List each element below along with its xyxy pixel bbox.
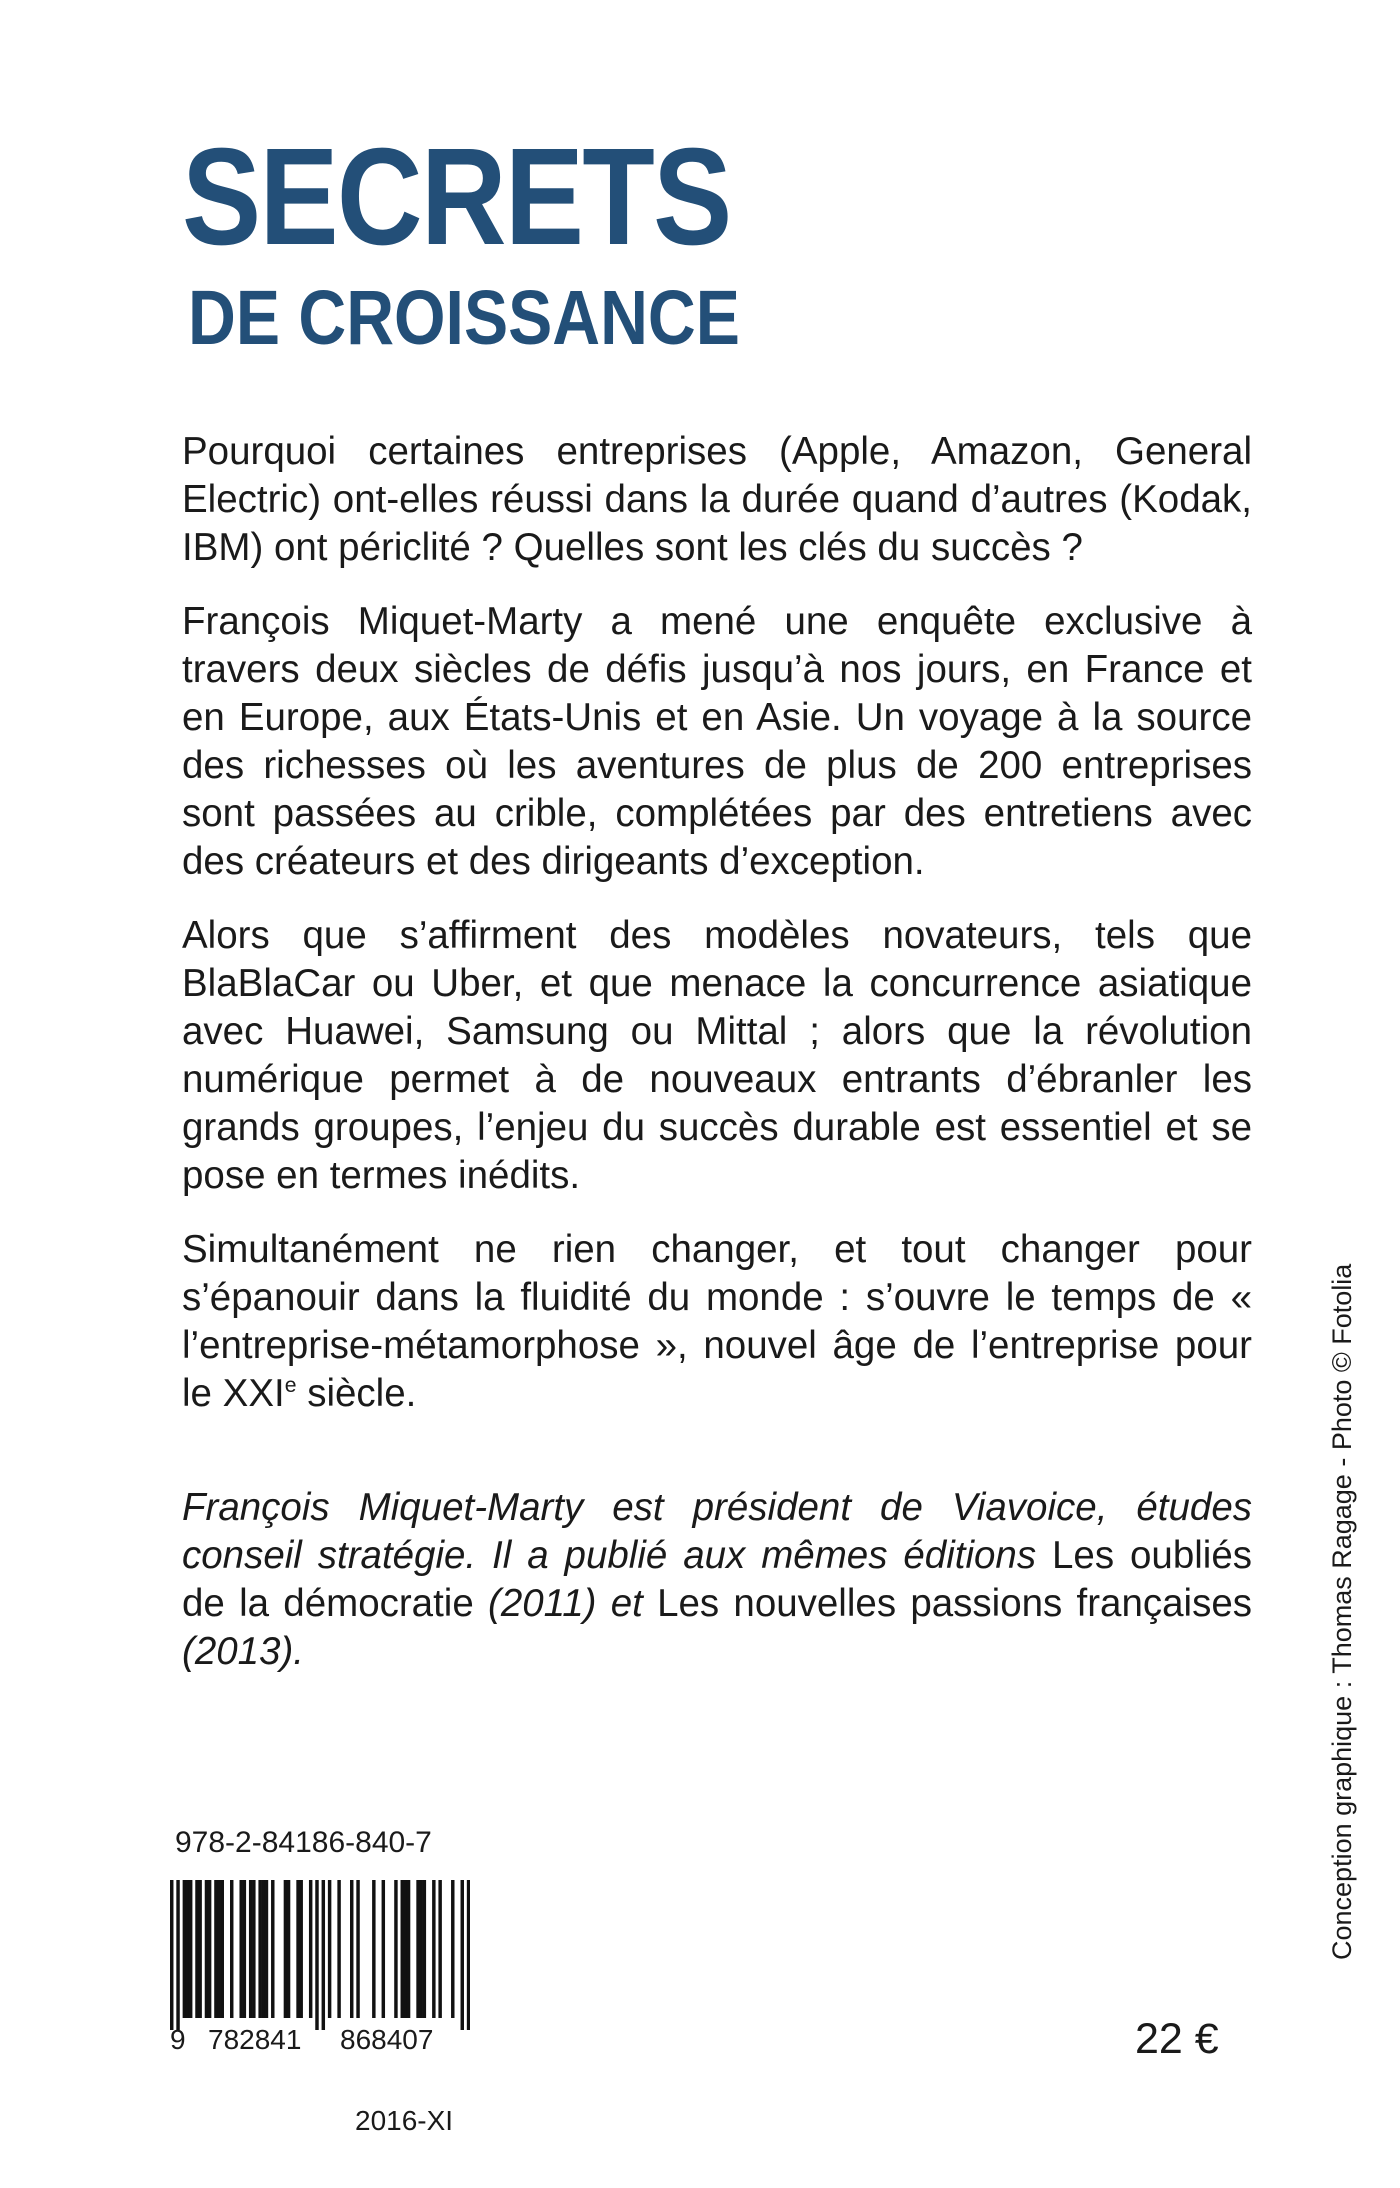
barcode-bar xyxy=(258,1880,261,2018)
barcode-right-group: 868407 xyxy=(340,2024,434,2055)
barcode-bar xyxy=(243,1880,246,2018)
barcode-bar xyxy=(271,1880,274,2018)
barcode-bar xyxy=(195,1880,198,2018)
edition-code: 2016-XI xyxy=(355,2105,454,2136)
barcode-bar xyxy=(467,1880,470,2030)
barcode-bar xyxy=(208,1880,211,2018)
barcode-bar xyxy=(205,1880,208,2018)
paragraph-4-text: Simultanément ne rien changer, et tout changer pour s’épanouir dans la fluidité du monde : s’ouvre le temps de « l’entreprise-métamorphose », nouvel âge de l’entreprise pour le XXI xyxy=(182,1228,1252,1415)
barcode-bar xyxy=(416,1880,419,2018)
barcode-bar xyxy=(423,1880,426,2018)
barcode-bar xyxy=(287,1880,290,2018)
barcode-bar xyxy=(461,1880,464,2030)
bio-intro: François Miquet-Marty est président de Viavoice, études conseil stratégie. Il a publié aux mêmes éditions xyxy=(182,1486,1252,1577)
barcode-bar xyxy=(183,1880,186,2018)
author-bio xyxy=(182,1484,1252,1676)
price: 22 € xyxy=(1135,2015,1219,2063)
barcode-bar xyxy=(221,1880,224,2018)
barcode-bar xyxy=(198,1880,201,2018)
barcode-bar xyxy=(372,1880,375,2018)
paragraph-3: Alors que s’affirment des modèles novateurs, tels que BlaBlaCar ou Uber, et que menace la concurrence asiatique avec Huawei, Samsung ou Mittal ; alors que la révolution numérique permet à de nouveaux entrants d’ébranler les grands groupes, l’enjeu du succès durable est essentiel et se pose en termes inédits. xyxy=(182,914,1252,1197)
barcode-bar xyxy=(337,1880,340,2018)
bio-year-2: (2013). xyxy=(182,1630,304,1673)
barcode-bar xyxy=(419,1880,422,2018)
book-subtitle: DE CROISSANCE xyxy=(188,275,740,361)
barcode-bar xyxy=(176,1880,179,2030)
back-cover-text xyxy=(182,428,1252,1702)
paragraph-4-end: siècle. xyxy=(296,1372,417,1415)
barcode-bar xyxy=(407,1880,410,2018)
barcode-bar xyxy=(322,1880,325,2030)
barcode-bar xyxy=(432,1880,435,2018)
barcode-bar xyxy=(189,1880,192,2018)
barcode-bar xyxy=(214,1880,217,2018)
barcode xyxy=(170,1880,470,2030)
barcode-bar xyxy=(186,1880,189,2018)
barcode-bar xyxy=(394,1880,397,2018)
isbn: 978-2-84186-840-7 xyxy=(175,1826,432,1859)
barcode-bar xyxy=(382,1880,385,2018)
barcode-bar xyxy=(309,1880,312,2018)
barcode-bar xyxy=(170,1880,173,2030)
barcode-first-digit: 9 xyxy=(170,2024,186,2055)
paragraph-4 xyxy=(182,1226,1252,1418)
barcode-bar xyxy=(230,1880,233,2018)
book-title-1: Les oubliés de la démocratie xyxy=(182,1534,1253,1625)
barcode-bar xyxy=(296,1880,299,2018)
photo-credit: Conception graphique : Thomas Ragage - Photo © Fotolia xyxy=(1327,1263,1357,1960)
paragraph-1: Pourquoi certaines entreprises (Apple, Amazon, General Electric) ont-elles réussi dans la durée quand d’autres (Kodak, IBM) ont périclité ? Quelles sont les clés du succès ? xyxy=(182,430,1252,569)
barcode-bar xyxy=(401,1880,404,2018)
barcode-bar xyxy=(350,1880,353,2018)
barcode-bar xyxy=(451,1880,454,2018)
bio-year-1: (2011) et xyxy=(473,1582,658,1625)
barcode-bar xyxy=(328,1880,331,2018)
barcode-bar xyxy=(239,1880,242,2018)
barcode-bar xyxy=(404,1880,407,2018)
barcode-bar xyxy=(217,1880,220,2018)
barcode-left-group: 782841 xyxy=(208,2024,302,2055)
barcode-bar xyxy=(252,1880,255,2018)
barcode-bar xyxy=(315,1880,318,2030)
barcode-bar xyxy=(299,1880,302,2018)
book-title: SECRETS xyxy=(182,120,731,274)
barcode-bar xyxy=(284,1880,287,2018)
barcode-bar xyxy=(438,1880,441,2018)
title-block xyxy=(182,120,782,361)
barcode-bar xyxy=(262,1880,265,2018)
barcode-bar xyxy=(249,1880,252,2018)
book-title-2: Les nouvelles passions françaises xyxy=(657,1582,1253,1625)
barcode-bar xyxy=(356,1880,359,2018)
barcode-bar xyxy=(265,1880,268,2018)
paragraph-2: François Miquet-Marty a mené une enquête exclusive à travers deux siècles de défis jusqu’à nos jours, en France et en Europe, aux États-Unis et en Asie. Un voyage à la source des richesses où les aventures de plus de 200 entreprises sont passées au crible, complétées par des entretiens avec des créateurs et des dirigeants d’exception. xyxy=(182,600,1252,883)
century-superscript: e xyxy=(284,1374,297,1398)
